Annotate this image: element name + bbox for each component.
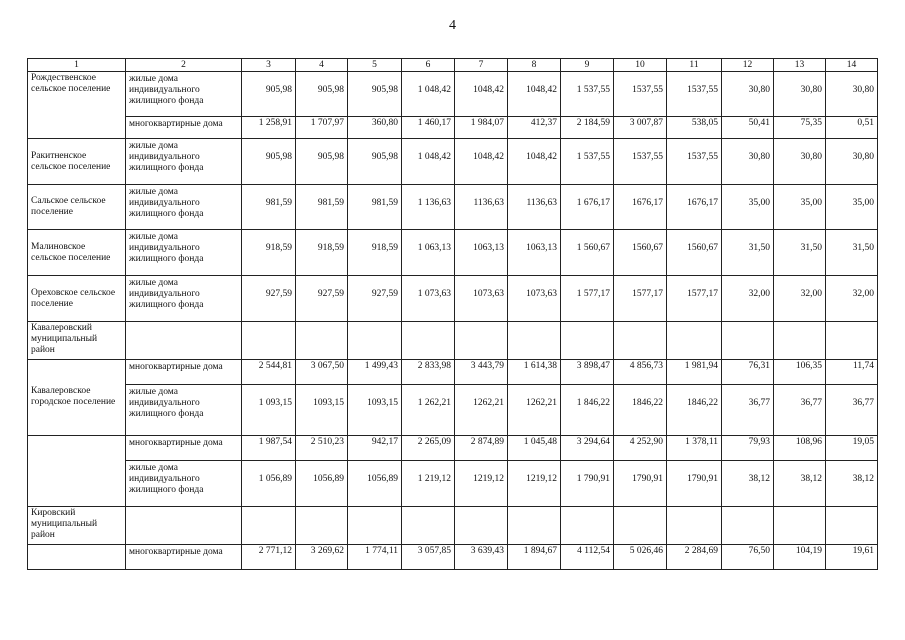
value-cell: 905,98 — [296, 139, 348, 185]
column-number-header: 3 — [242, 59, 296, 72]
housing-type-cell — [126, 507, 242, 545]
value-cell: 75,35 — [774, 117, 826, 139]
housing-type-cell: жилые дома индивидуального жилищного фонда — [126, 185, 242, 230]
value-cell: 108,96 — [774, 436, 826, 461]
value-cell: 1056,89 — [296, 461, 348, 507]
table-row — [28, 185, 878, 230]
table-row — [28, 72, 878, 117]
housing-type-cell: многоквартирные дома — [126, 117, 242, 139]
value-cell: 1219,12 — [455, 461, 508, 507]
value-cell: 32,00 — [774, 276, 826, 322]
value-cell: 1560,67 — [667, 230, 722, 276]
value-cell: 1 460,17 — [402, 117, 455, 139]
table-row — [28, 461, 878, 507]
value-cell: 4 112,54 — [561, 545, 614, 570]
value-cell: 30,80 — [826, 139, 878, 185]
value-cell: 942,17 — [348, 436, 402, 461]
value-cell: 19,61 — [826, 545, 878, 570]
value-cell: 3 443,79 — [455, 360, 508, 385]
value-cell: 35,00 — [826, 185, 878, 230]
value-cell: 1 093,15 — [242, 385, 296, 436]
value-cell: 1 537,55 — [561, 139, 614, 185]
housing-type-cell — [126, 322, 242, 360]
value-cell: 1136,63 — [508, 185, 561, 230]
value-cell: 104,19 — [774, 545, 826, 570]
value-cell — [722, 507, 774, 545]
housing-type-cell: жилые дома индивидуального жилищного фонда — [126, 461, 242, 507]
municipality-cell: Малиновское сельское поселение — [28, 230, 126, 276]
housing-type-cell: многоквартирные дома — [126, 436, 242, 461]
value-cell: 4 856,73 — [614, 360, 667, 385]
municipality-cell: Сальское сельское поселение — [28, 185, 126, 230]
table-row — [28, 545, 878, 570]
value-cell: 2 184,59 — [561, 117, 614, 139]
value-cell — [508, 507, 561, 545]
value-cell: 1676,17 — [667, 185, 722, 230]
value-cell: 1 045,48 — [508, 436, 561, 461]
value-cell: 927,59 — [296, 276, 348, 322]
municipality-cell: Кавалеровское городское поселение — [28, 360, 126, 436]
value-cell — [614, 322, 667, 360]
table-row — [28, 322, 878, 360]
value-cell — [402, 507, 455, 545]
value-cell: 1790,91 — [614, 461, 667, 507]
value-cell: 30,80 — [722, 72, 774, 117]
value-cell: 1537,55 — [614, 72, 667, 117]
value-cell: 1219,12 — [508, 461, 561, 507]
value-cell: 1 499,43 — [348, 360, 402, 385]
value-cell: 5 026,46 — [614, 545, 667, 570]
value-cell: 1 984,07 — [455, 117, 508, 139]
value-cell: 1 378,11 — [667, 436, 722, 461]
value-cell: 19,05 — [826, 436, 878, 461]
value-cell: 1 676,17 — [561, 185, 614, 230]
tariff-table — [27, 58, 878, 570]
column-number-header: 1 — [28, 59, 126, 72]
value-cell: 38,12 — [826, 461, 878, 507]
value-cell: 2 771,12 — [242, 545, 296, 570]
value-cell: 4 252,90 — [614, 436, 667, 461]
value-cell — [774, 322, 826, 360]
value-cell: 1 048,42 — [402, 139, 455, 185]
column-number-header: 2 — [126, 59, 242, 72]
value-cell: 1048,42 — [455, 72, 508, 117]
value-cell: 1 614,38 — [508, 360, 561, 385]
value-cell: 1 136,63 — [402, 185, 455, 230]
value-cell: 1 790,91 — [561, 461, 614, 507]
value-cell: 1056,89 — [348, 461, 402, 507]
value-cell — [826, 507, 878, 545]
value-cell: 3 639,43 — [455, 545, 508, 570]
value-cell: 38,12 — [722, 461, 774, 507]
value-cell: 1262,21 — [455, 385, 508, 436]
value-cell: 3 067,50 — [296, 360, 348, 385]
value-cell — [296, 507, 348, 545]
value-cell — [614, 507, 667, 545]
table-row — [28, 117, 878, 139]
column-number-header: 4 — [296, 59, 348, 72]
value-cell: 1 560,67 — [561, 230, 614, 276]
value-cell — [455, 507, 508, 545]
value-cell: 76,50 — [722, 545, 774, 570]
value-cell: 905,98 — [296, 72, 348, 117]
value-cell: 981,59 — [348, 185, 402, 230]
column-number-header: 10 — [614, 59, 667, 72]
value-cell: 36,77 — [826, 385, 878, 436]
value-cell — [826, 322, 878, 360]
value-cell: 1093,15 — [348, 385, 402, 436]
table-row — [28, 230, 878, 276]
value-cell: 36,77 — [722, 385, 774, 436]
value-cell: 1136,63 — [455, 185, 508, 230]
value-cell — [561, 322, 614, 360]
table-row — [28, 360, 878, 385]
value-cell — [242, 322, 296, 360]
value-cell: 1 707,97 — [296, 117, 348, 139]
value-cell: 36,77 — [774, 385, 826, 436]
housing-type-cell: жилые дома индивидуального жилищного фонда — [126, 139, 242, 185]
value-cell: 32,00 — [722, 276, 774, 322]
value-cell — [561, 507, 614, 545]
value-cell — [722, 322, 774, 360]
value-cell: 35,00 — [774, 185, 826, 230]
value-cell: 1846,22 — [614, 385, 667, 436]
value-cell: 927,59 — [348, 276, 402, 322]
value-cell: 11,74 — [826, 360, 878, 385]
value-cell: 1 262,21 — [402, 385, 455, 436]
value-cell — [402, 322, 455, 360]
value-cell: 905,98 — [242, 72, 296, 117]
value-cell: 35,00 — [722, 185, 774, 230]
value-cell: 1073,63 — [508, 276, 561, 322]
value-cell — [667, 322, 722, 360]
value-cell: 3 294,64 — [561, 436, 614, 461]
value-cell: 1 894,67 — [508, 545, 561, 570]
value-cell — [296, 322, 348, 360]
municipality-cell: Ракитненское сельское поселение — [28, 139, 126, 185]
value-cell — [242, 507, 296, 545]
value-cell — [348, 322, 402, 360]
value-cell: 1048,42 — [508, 72, 561, 117]
value-cell: 1846,22 — [667, 385, 722, 436]
table-row — [28, 139, 878, 185]
table-row — [28, 436, 878, 461]
value-cell: 1 537,55 — [561, 72, 614, 117]
value-cell: 30,80 — [774, 72, 826, 117]
value-cell: 76,31 — [722, 360, 774, 385]
value-cell: 2 265,09 — [402, 436, 455, 461]
value-cell: 1537,55 — [667, 72, 722, 117]
column-number-header: 8 — [508, 59, 561, 72]
value-cell: 1048,42 — [508, 139, 561, 185]
value-cell: 905,98 — [242, 139, 296, 185]
value-cell: 30,80 — [722, 139, 774, 185]
value-cell: 1 073,63 — [402, 276, 455, 322]
value-cell: 2 833,98 — [402, 360, 455, 385]
value-cell: 927,59 — [242, 276, 296, 322]
column-number-header: 7 — [455, 59, 508, 72]
value-cell: 1577,17 — [614, 276, 667, 322]
value-cell: 3 057,85 — [402, 545, 455, 570]
housing-type-cell: многоквартирные дома — [126, 360, 242, 385]
value-cell: 360,80 — [348, 117, 402, 139]
value-cell: 1 987,54 — [242, 436, 296, 461]
column-number-header: 11 — [667, 59, 722, 72]
value-cell: 3 898,47 — [561, 360, 614, 385]
value-cell: 0,51 — [826, 117, 878, 139]
value-cell: 1 258,91 — [242, 117, 296, 139]
column-number-header: 14 — [826, 59, 878, 72]
value-cell: 2 874,89 — [455, 436, 508, 461]
municipality-cell — [28, 545, 126, 570]
housing-type-cell: жилые дома индивидуального жилищного фонда — [126, 72, 242, 117]
value-cell — [667, 507, 722, 545]
value-cell — [508, 322, 561, 360]
value-cell: 30,80 — [774, 139, 826, 185]
value-cell: 1560,67 — [614, 230, 667, 276]
column-number-header: 12 — [722, 59, 774, 72]
value-cell: 1063,13 — [455, 230, 508, 276]
value-cell: 3 007,87 — [614, 117, 667, 139]
value-cell: 981,59 — [242, 185, 296, 230]
value-cell: 1 981,94 — [667, 360, 722, 385]
value-cell: 106,35 — [774, 360, 826, 385]
value-cell — [455, 322, 508, 360]
column-number-header: 9 — [561, 59, 614, 72]
housing-type-cell: многоквартирные дома — [126, 545, 242, 570]
value-cell: 31,50 — [774, 230, 826, 276]
table-row — [28, 507, 878, 545]
header-row — [28, 59, 878, 72]
value-cell: 31,50 — [722, 230, 774, 276]
value-cell: 905,98 — [348, 139, 402, 185]
value-cell: 1093,15 — [296, 385, 348, 436]
page-number: 4 — [449, 18, 456, 33]
table-row — [28, 385, 878, 436]
value-cell — [348, 507, 402, 545]
housing-type-cell: жилые дома индивидуального жилищного фонда — [126, 385, 242, 436]
value-cell: 30,80 — [826, 72, 878, 117]
municipality-cell: Ореховское сельское поселение — [28, 276, 126, 322]
value-cell: 1790,91 — [667, 461, 722, 507]
value-cell: 1262,21 — [508, 385, 561, 436]
column-number-header: 6 — [402, 59, 455, 72]
value-cell: 538,05 — [667, 117, 722, 139]
value-cell: 79,93 — [722, 436, 774, 461]
value-cell: 905,98 — [348, 72, 402, 117]
value-cell: 38,12 — [774, 461, 826, 507]
value-cell: 1 219,12 — [402, 461, 455, 507]
value-cell: 31,50 — [826, 230, 878, 276]
municipality-cell: Рождественское сельское поселение — [28, 72, 126, 139]
value-cell: 1 577,17 — [561, 276, 614, 322]
value-cell: 981,59 — [296, 185, 348, 230]
value-cell: 50,41 — [722, 117, 774, 139]
value-cell — [774, 507, 826, 545]
value-cell: 918,59 — [296, 230, 348, 276]
value-cell: 412,37 — [508, 117, 561, 139]
value-cell: 1 774,11 — [348, 545, 402, 570]
value-cell: 1537,55 — [667, 139, 722, 185]
municipality-cell: Кавалеровский муниципальный район — [28, 322, 126, 360]
value-cell: 1 063,13 — [402, 230, 455, 276]
value-cell: 1537,55 — [614, 139, 667, 185]
value-cell: 3 269,62 — [296, 545, 348, 570]
column-number-header: 5 — [348, 59, 402, 72]
housing-type-cell: жилые дома индивидуального жилищного фонда — [126, 276, 242, 322]
value-cell: 1048,42 — [455, 139, 508, 185]
column-number-header: 13 — [774, 59, 826, 72]
value-cell: 918,59 — [242, 230, 296, 276]
value-cell: 2 544,81 — [242, 360, 296, 385]
value-cell: 1 048,42 — [402, 72, 455, 117]
value-cell: 2 510,23 — [296, 436, 348, 461]
municipality-cell: Кировский муниципальный район — [28, 507, 126, 545]
value-cell: 918,59 — [348, 230, 402, 276]
municipality-cell — [28, 436, 126, 507]
value-cell: 1073,63 — [455, 276, 508, 322]
value-cell: 1577,17 — [667, 276, 722, 322]
housing-type-cell: жилые дома индивидуального жилищного фонда — [126, 230, 242, 276]
table-row — [28, 276, 878, 322]
value-cell: 2 284,69 — [667, 545, 722, 570]
value-cell: 1063,13 — [508, 230, 561, 276]
value-cell: 1 056,89 — [242, 461, 296, 507]
value-cell: 1676,17 — [614, 185, 667, 230]
value-cell: 1 846,22 — [561, 385, 614, 436]
value-cell: 32,00 — [826, 276, 878, 322]
